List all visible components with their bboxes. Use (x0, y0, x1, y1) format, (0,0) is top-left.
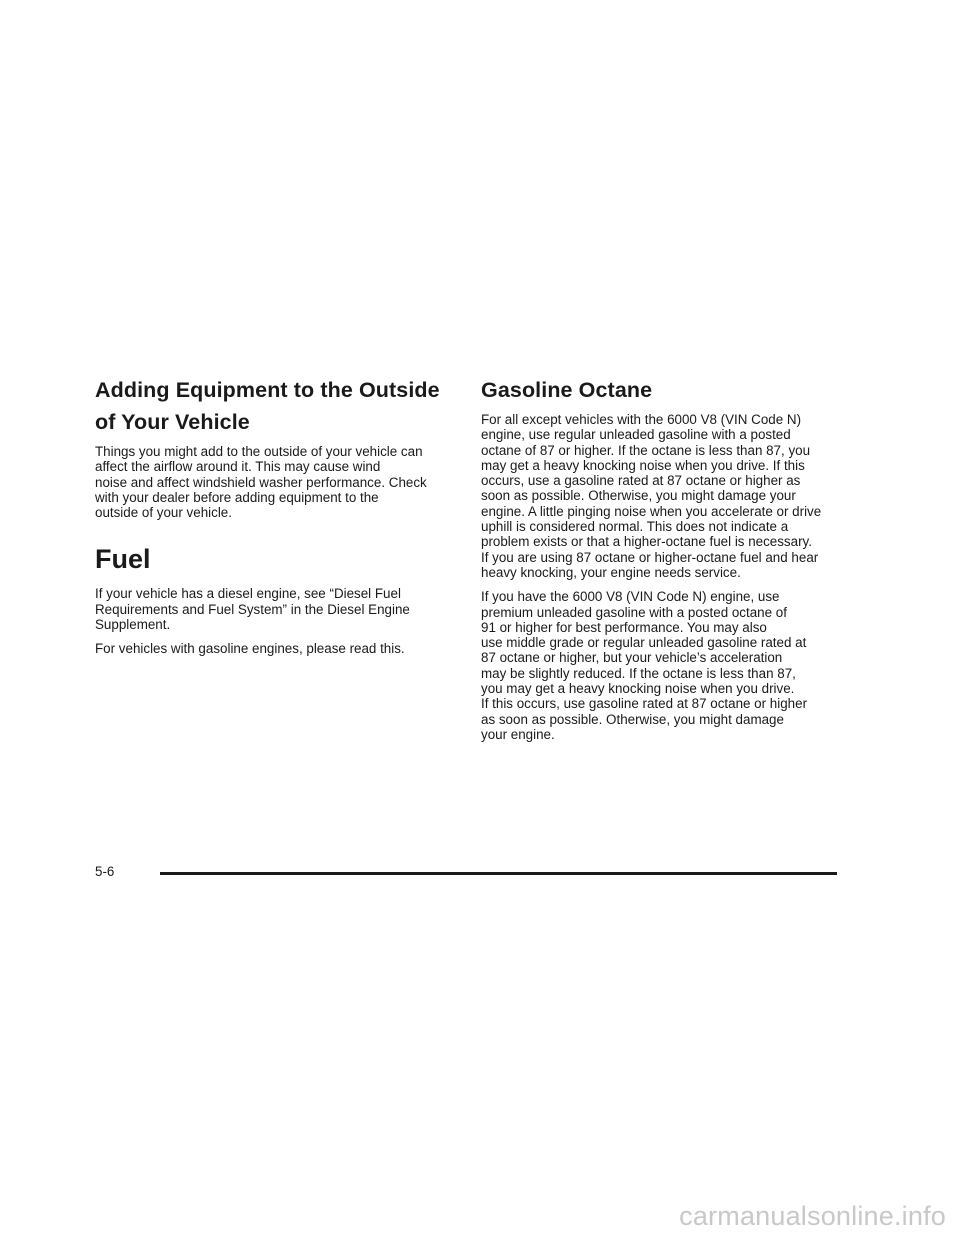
footer-rule (160, 872, 837, 875)
octane-paragraph-regular: For all except vehicles with the 6000 V8 (VIN Code N) engine, use regular unleaded gasoline with a posted octane of 87 or higher. If the octane is less than 87, you may get a heavy knocking noise when you drive. If this occurs, use a gasoline rated at 87 octane or higher as soon as possible. Otherwise, you might damage your engine. A little pinging noise when you accelerate or drive uphill is considered normal. This does not indicate a problem exists or that a higher-octane fuel is necessary. If you are using 87 octane or higher-octane fuel and hear heavy knocking, your engine needs service. (481, 412, 822, 580)
adding-equipment-heading: Adding Equipment to the Outside of Your Vehicle (95, 378, 440, 434)
watermark: carmanualsonline.info (679, 1201, 946, 1231)
fuel-heading: Fuel (95, 544, 151, 575)
adding-equipment-body: Things you might add to the outside of your vehicle can affect the airflow around it. This may cause wind noise and affect windshield washer performance. Check with your dealer before adding equipment to the outside of your vehicle. (95, 444, 427, 521)
right-column (481, 374, 843, 751)
fuel-gasoline-paragraph: For vehicles with gasoline engines, please read this. (95, 641, 405, 657)
left-column (95, 374, 457, 666)
fuel-diesel-paragraph: If your vehicle has a diesel engine, see “Diesel Fuel Requirements and Fuel System” in the Diesel Engine Supplement. (95, 586, 410, 633)
octane-paragraph-premium: If you have the 6000 V8 (VIN Code N) engine, use premium unleaded gasoline with a posted octane of 91 or higher for best performance. You may also use middle grade or regular unleaded gasoline rated at 87 octane or higher, but your vehicle’s acceleration may be slightly reduced. If the octane is less than 87, you may get a heavy knocking noise when you drive. If this occurs, use gasoline rated at 87 octane or higher as soon as possible. Otherwise, you might damage your engine. (481, 589, 808, 742)
page-number: 5-6 (95, 864, 115, 879)
gasoline-octane-heading: Gasoline Octane (481, 378, 653, 402)
